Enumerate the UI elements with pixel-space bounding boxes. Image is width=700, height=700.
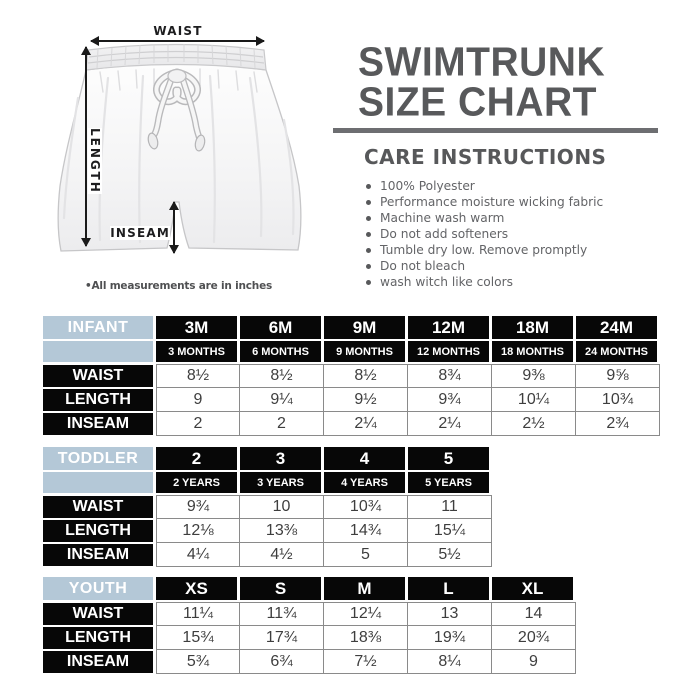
size-header-cell: 3 — [240, 447, 321, 470]
measurement-row — [43, 543, 492, 567]
bullet-icon — [366, 216, 371, 221]
measure-value-cell: 6¾ — [240, 650, 324, 674]
measure-value-cell: 8½ — [156, 364, 240, 388]
measure-label-cell: WAIST — [43, 603, 153, 625]
size-header-cell: 6M — [240, 316, 321, 339]
measure-value-cell: 5½ — [408, 543, 492, 567]
measure-value-cell: 15¼ — [408, 519, 492, 543]
measure-value-cell: 8½ — [240, 364, 324, 388]
measure-value-cell: 10¾ — [324, 495, 408, 519]
measure-label-cell: LENGTH — [43, 520, 153, 542]
size-sublabel-cell: 5 YEARS — [408, 472, 489, 493]
measure-value-cell: 10 — [240, 495, 324, 519]
measure-value-cell: 4¼ — [156, 543, 240, 567]
youth-size-table — [43, 577, 576, 674]
measure-value-cell: 14¾ — [324, 519, 408, 543]
swim-shorts-illustration — [48, 36, 308, 266]
care-item-text: Do not bleach — [380, 259, 466, 273]
care-item — [366, 178, 603, 194]
measure-value-cell: 2 — [240, 412, 324, 436]
infant-size-table — [43, 316, 660, 436]
table-group-spacer — [43, 341, 153, 362]
title-divider-bar — [333, 128, 658, 133]
measure-value-cell: 5¾ — [156, 650, 240, 674]
bullet-icon — [366, 232, 371, 237]
measure-value-cell: 8¼ — [408, 650, 492, 674]
measure-label-cell: LENGTH — [43, 389, 153, 411]
measure-value-cell: 17¾ — [240, 626, 324, 650]
care-item — [366, 274, 603, 290]
length-measure-label: LENGTH — [88, 128, 102, 194]
page-title-line2: SIZE CHART — [358, 79, 597, 125]
care-item-text: wash witch like colors — [380, 275, 513, 289]
bullet-icon — [366, 248, 371, 253]
measure-value-cell: 18⅜ — [324, 626, 408, 650]
measure-value-cell: 12¼ — [324, 602, 408, 626]
measure-value-cell: 10¾ — [576, 388, 660, 412]
size-header-cell: 9M — [324, 316, 405, 339]
table-group-label: TODDLER — [43, 447, 153, 470]
measure-value-cell: 9¾ — [156, 495, 240, 519]
table-group-spacer — [43, 472, 153, 493]
measure-value-cell: 2¾ — [576, 412, 660, 436]
size-sublabel-cell: 3 YEARS — [240, 472, 321, 493]
bullet-icon — [366, 200, 371, 205]
measure-value-cell: 9 — [156, 388, 240, 412]
size-header-cell: 24M — [576, 316, 657, 339]
measure-value-cell: 12⅛ — [156, 519, 240, 543]
measure-label-cell: WAIST — [43, 365, 153, 387]
measure-value-cell: 11 — [408, 495, 492, 519]
table-group-label: INFANT — [43, 316, 153, 339]
measurement-row — [43, 650, 576, 674]
size-header-cell: M — [324, 577, 405, 600]
size-header-cell: 3M — [156, 316, 237, 339]
measure-label-cell: WAIST — [43, 496, 153, 518]
size-header-cell: XL — [492, 577, 573, 600]
table-group-label: YOUTH — [43, 577, 153, 600]
measure-value-cell: 9⅝ — [576, 364, 660, 388]
care-instructions-heading: CARE INSTRUCTIONS — [364, 145, 607, 169]
measure-value-cell: 13 — [408, 602, 492, 626]
toddler-size-table — [43, 447, 492, 567]
care-item — [366, 226, 603, 242]
care-item-text: Machine wash warm — [380, 211, 505, 225]
length-arrow — [85, 47, 87, 246]
measure-value-cell: 7½ — [324, 650, 408, 674]
measure-value-cell: 15¾ — [156, 626, 240, 650]
waist-arrow — [91, 40, 264, 42]
measure-value-cell: 9⅜ — [492, 364, 576, 388]
measure-value-cell: 13⅜ — [240, 519, 324, 543]
measurement-row — [43, 602, 576, 626]
inseam-arrow — [173, 202, 175, 253]
measure-value-cell: 2¼ — [408, 412, 492, 436]
measure-value-cell: 20¾ — [492, 626, 576, 650]
measurement-row — [43, 626, 576, 650]
measure-value-cell: 19¾ — [408, 626, 492, 650]
size-sublabel-cell: 6 MONTHS — [240, 341, 321, 362]
care-item — [366, 258, 603, 274]
size-sublabel-cell: 3 MONTHS — [156, 341, 237, 362]
size-header-cell: S — [240, 577, 321, 600]
waist-measure-label: WAIST — [140, 24, 216, 38]
measure-value-cell: 2 — [156, 412, 240, 436]
inseam-measure-label: INSEAM — [110, 226, 170, 240]
size-header-cell: 5 — [408, 447, 489, 470]
measure-value-cell: 14 — [492, 602, 576, 626]
care-item — [366, 242, 603, 258]
bullet-icon — [366, 264, 371, 269]
bullet-icon — [366, 184, 371, 189]
size-sublabel-cell: 9 MONTHS — [324, 341, 405, 362]
measure-value-cell: 9¾ — [408, 388, 492, 412]
measure-label-cell: INSEAM — [43, 651, 153, 673]
measure-value-cell: 5 — [324, 543, 408, 567]
size-sublabel-row — [43, 472, 492, 493]
size-header-row — [43, 577, 576, 600]
care-item — [366, 210, 603, 226]
measure-value-cell: 9½ — [324, 388, 408, 412]
size-header-cell: L — [408, 577, 489, 600]
care-instructions-list — [366, 178, 603, 290]
measure-value-cell: 2½ — [492, 412, 576, 436]
size-sublabel-row — [43, 341, 660, 362]
size-sublabel-cell: 12 MONTHS — [408, 341, 489, 362]
size-header-cell: 18M — [492, 316, 573, 339]
measurement-row — [43, 388, 660, 412]
measure-value-cell: 9¼ — [240, 388, 324, 412]
measure-value-cell: 11¾ — [240, 602, 324, 626]
measurements-note: •All measurements are in inches — [85, 280, 273, 292]
measurement-row — [43, 364, 660, 388]
care-item-text: Do not add softeners — [380, 227, 509, 241]
size-sublabel-cell: 4 YEARS — [324, 472, 405, 493]
care-item-text: Tumble dry low. Remove promptly — [380, 243, 588, 257]
size-header-row — [43, 447, 492, 470]
measure-value-cell: 10¼ — [492, 388, 576, 412]
size-header-cell: 4 — [324, 447, 405, 470]
measure-label-cell: INSEAM — [43, 544, 153, 566]
measure-label-cell: LENGTH — [43, 627, 153, 649]
measure-value-cell: 8½ — [324, 364, 408, 388]
size-header-row — [43, 316, 660, 339]
measure-value-cell: 8¾ — [408, 364, 492, 388]
measure-value-cell: 9 — [492, 650, 576, 674]
size-header-cell: 12M — [408, 316, 489, 339]
measurement-row — [43, 495, 492, 519]
page-title — [358, 39, 606, 125]
measurement-row — [43, 412, 660, 436]
care-item-text: Performance moisture wicking fabric — [380, 195, 604, 209]
size-header-cell: XS — [156, 577, 237, 600]
page-title-line1: SWIMTRUNK — [358, 39, 606, 85]
care-item-text: 100% Polyester — [380, 179, 475, 193]
care-item — [366, 194, 603, 210]
measure-label-cell: INSEAM — [43, 413, 153, 435]
size-sublabel-cell: 2 YEARS — [156, 472, 237, 493]
bullet-icon — [366, 280, 371, 285]
measure-value-cell: 4½ — [240, 543, 324, 567]
size-sublabel-cell: 18 MONTHS — [492, 341, 573, 362]
size-sublabel-cell: 24 MONTHS — [576, 341, 657, 362]
measure-value-cell: 2¼ — [324, 412, 408, 436]
measure-value-cell: 11¼ — [156, 602, 240, 626]
measurement-row — [43, 519, 492, 543]
size-header-cell: 2 — [156, 447, 237, 470]
